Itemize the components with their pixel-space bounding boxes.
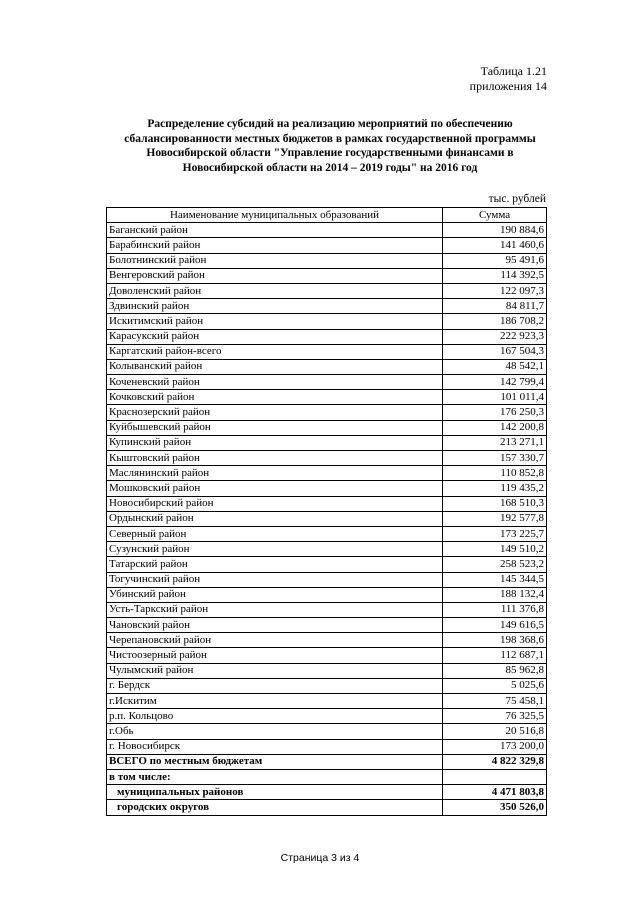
subsidy-table <box>106 207 547 816</box>
municipality-name: Здвинский район <box>107 299 443 314</box>
table-row <box>107 466 547 481</box>
subsidy-amount: 114 392,5 <box>443 268 547 283</box>
table-row <box>107 618 547 633</box>
municipality-name: г.Обь <box>107 724 443 739</box>
title-line: Новосибирской области "Управление государственными финансами в <box>146 147 514 160</box>
table-row <box>107 709 547 724</box>
subsidy-amount: 167 504,3 <box>443 344 547 359</box>
municipality-name: Доволенский район <box>107 283 443 298</box>
subsidy-amount: 95 491,6 <box>443 253 547 268</box>
municipality-name: муниципальных районов <box>107 785 443 800</box>
municipality-name: Северный район <box>107 526 443 541</box>
table-row <box>107 602 547 617</box>
subsidy-amount: 173 225,7 <box>443 526 547 541</box>
table-total-row <box>107 769 547 784</box>
subsidy-amount: 84 811,7 <box>443 299 547 314</box>
municipality-name: Купинский район <box>107 435 443 450</box>
subsidy-amount: 76 325,5 <box>443 709 547 724</box>
municipality-name: Карасукский район <box>107 329 443 344</box>
municipality-name: Кыштовский район <box>107 451 443 466</box>
municipality-name: р.п. Кольцово <box>107 709 443 724</box>
subsidy-amount: 119 435,2 <box>443 481 547 496</box>
subsidy-amount: 142 200,8 <box>443 420 547 435</box>
table-row <box>107 572 547 587</box>
table-header-row <box>107 208 547 223</box>
subsidy-amount: 141 460,6 <box>443 238 547 253</box>
municipality-name: Татарский район <box>107 557 443 572</box>
table-row <box>107 314 547 329</box>
unit-label: тыс. рублей <box>488 193 546 205</box>
table-row <box>107 359 547 374</box>
municipality-name: Сузунский район <box>107 542 443 557</box>
title-line: сбалансированности местных бюджетов в рамках государственной программы <box>124 132 536 145</box>
subsidy-amount: 48 542,1 <box>443 359 547 374</box>
table-row <box>107 420 547 435</box>
table-total-row <box>107 800 547 815</box>
municipality-name: г. Бердск <box>107 678 443 693</box>
table-row <box>107 268 547 283</box>
subsidy-amount: 4 822 329,8 <box>443 754 547 769</box>
table-row <box>107 739 547 754</box>
subsidy-amount: 20 516,8 <box>443 724 547 739</box>
subsidy-amount: 168 510,3 <box>443 496 547 511</box>
subsidy-amount: 213 271,1 <box>443 435 547 450</box>
table-row <box>107 451 547 466</box>
municipality-name: г. Новосибирск <box>107 739 443 754</box>
table-body <box>107 223 547 815</box>
table-reference <box>470 64 547 94</box>
subsidy-amount: 157 330,7 <box>443 451 547 466</box>
municipality-name: Черепановский район <box>107 633 443 648</box>
municipality-name: Куйбышевский район <box>107 420 443 435</box>
subsidy-amount: 75 458,1 <box>443 694 547 709</box>
subsidy-amount: 176 250,3 <box>443 405 547 420</box>
table-row <box>107 329 547 344</box>
table-row <box>107 390 547 405</box>
subsidy-amount: 186 708,2 <box>443 314 547 329</box>
municipality-name: Мошковский район <box>107 481 443 496</box>
table-row <box>107 299 547 314</box>
table-row <box>107 344 547 359</box>
table-row <box>107 283 547 298</box>
subsidy-amount: 110 852,8 <box>443 466 547 481</box>
subsidy-amount: 192 577,8 <box>443 511 547 526</box>
table-row <box>107 557 547 572</box>
table-row <box>107 678 547 693</box>
municipality-name: городских округов <box>107 800 443 815</box>
municipality-name: Венгеровский район <box>107 268 443 283</box>
subsidy-amount: 111 376,8 <box>443 602 547 617</box>
subsidy-amount: 122 097,3 <box>443 283 547 298</box>
table-row <box>107 223 547 238</box>
subsidy-amount: 258 523,2 <box>443 557 547 572</box>
table-number: Таблица 1.21 <box>480 64 547 78</box>
subsidy-amount: 190 884,6 <box>443 223 547 238</box>
municipality-name: Чулымский район <box>107 663 443 678</box>
subsidy-amount: 5 025,6 <box>443 678 547 693</box>
column-header-sum: Сумма <box>443 208 547 223</box>
table-total-row <box>107 754 547 769</box>
subsidy-amount: 350 526,0 <box>443 800 547 815</box>
table-row <box>107 694 547 709</box>
title-line: Новосибирской области на 2014 – 2019 годы" на 2016 год <box>182 161 478 174</box>
table-row <box>107 238 547 253</box>
municipality-name: Новосибирский район <box>107 496 443 511</box>
appendix-reference: приложения 14 <box>469 79 547 93</box>
title-line: Распределение субсидий на реализацию мероприятий по обеспечению <box>147 118 513 130</box>
subsidy-amount: 101 011,4 <box>443 390 547 405</box>
subsidy-amount <box>443 769 547 784</box>
subsidy-amount: 222 923,3 <box>443 329 547 344</box>
subsidy-amount: 173 200,0 <box>443 739 547 754</box>
municipality-name: Убинский район <box>107 587 443 602</box>
column-header-name: Наименование муниципальных образований <box>107 208 443 223</box>
subsidy-amount: 85 962,8 <box>443 663 547 678</box>
subsidy-amount: 4 471 803,8 <box>443 785 547 800</box>
table-row <box>107 526 547 541</box>
subsidy-amount: 112 687,1 <box>443 648 547 663</box>
table-row <box>107 435 547 450</box>
municipality-name: Маслянинский район <box>107 466 443 481</box>
table-row <box>107 648 547 663</box>
table-row <box>107 587 547 602</box>
municipality-name: Чановский район <box>107 618 443 633</box>
municipality-name: Коченевский район <box>107 375 443 390</box>
table-row <box>107 375 547 390</box>
table-total-row <box>107 785 547 800</box>
municipality-name: в том числе: <box>107 769 443 784</box>
municipality-name: Чистоозерный район <box>107 648 443 663</box>
subsidy-amount: 145 344,5 <box>443 572 547 587</box>
table-row <box>107 496 547 511</box>
municipality-name: Каргатский район-всего <box>107 344 443 359</box>
municipality-name: Искитимский район <box>107 314 443 329</box>
municipality-name: Краснозерский район <box>107 405 443 420</box>
municipality-name: Кочковский район <box>107 390 443 405</box>
page-footer: Страница 3 из 4 <box>280 852 360 864</box>
subsidy-amount: 142 799,4 <box>443 375 547 390</box>
table-row <box>107 724 547 739</box>
table-row <box>107 633 547 648</box>
table-row <box>107 405 547 420</box>
municipality-name: Усть-Таркский район <box>107 602 443 617</box>
table-row <box>107 481 547 496</box>
municipality-name: Барабинский район <box>107 238 443 253</box>
table-row <box>107 663 547 678</box>
municipality-name: Болотнинский район <box>107 253 443 268</box>
table-row <box>107 253 547 268</box>
municipality-name: Тогучинский район <box>107 572 443 587</box>
table-row <box>107 511 547 526</box>
subsidy-amount: 198 368,6 <box>443 633 547 648</box>
subsidy-amount: 149 510,2 <box>443 542 547 557</box>
subsidy-amount: 188 132,4 <box>443 587 547 602</box>
municipality-name: ВСЕГО по местным бюджетам <box>107 754 443 769</box>
table-row <box>107 542 547 557</box>
municipality-name: Баганский район <box>107 223 443 238</box>
municipality-name: г.Искитим <box>107 694 443 709</box>
document-title <box>118 117 542 175</box>
subsidy-amount: 149 616,5 <box>443 618 547 633</box>
municipality-name: Ордынский район <box>107 511 443 526</box>
municipality-name: Колыванский район <box>107 359 443 374</box>
